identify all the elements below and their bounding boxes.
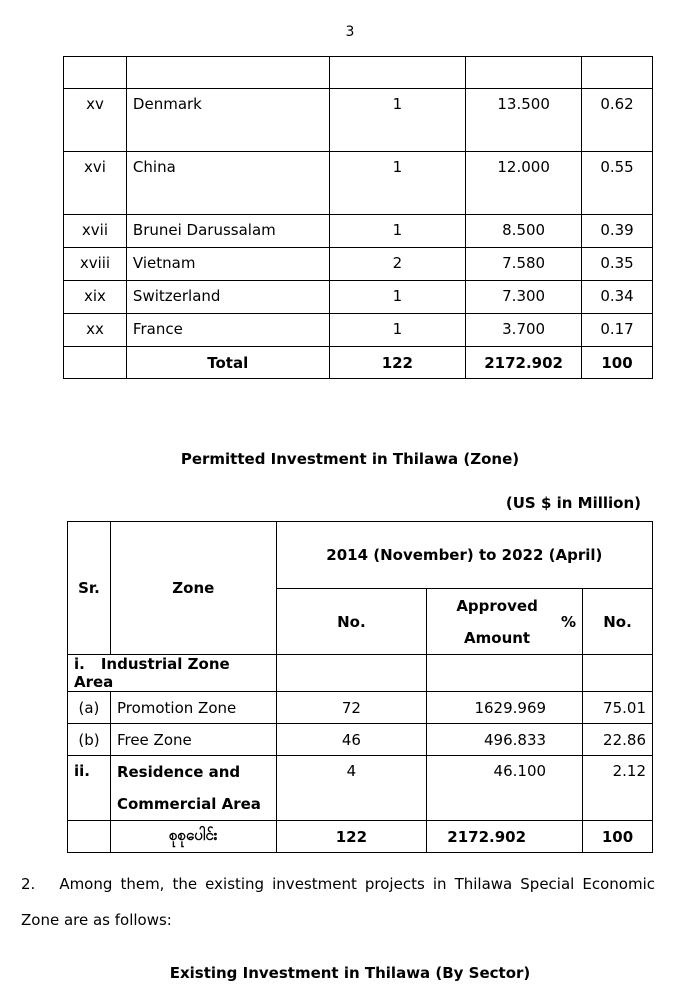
country-investment-table bbox=[63, 56, 653, 379]
total-row bbox=[64, 347, 653, 379]
header-no: No. bbox=[276, 589, 426, 655]
row-amount bbox=[466, 57, 582, 89]
row-percent: 22.86 bbox=[583, 724, 653, 756]
table-row bbox=[64, 57, 653, 89]
row-serial: xix bbox=[64, 281, 127, 314]
row-serial: xviii bbox=[64, 248, 127, 281]
row-amount: 12.000 bbox=[466, 152, 582, 215]
header-sr: Sr. bbox=[68, 522, 111, 655]
total-label: Total bbox=[126, 347, 329, 379]
zone-investment-table bbox=[67, 521, 653, 853]
group-residence-amount: 46.100 bbox=[427, 756, 583, 821]
row-serial: xv bbox=[64, 89, 127, 152]
row-no: 46 bbox=[276, 724, 426, 756]
row-percent: 0.34 bbox=[582, 281, 653, 314]
page-number: 3 bbox=[345, 24, 355, 40]
zone-total-no: 122 bbox=[276, 821, 426, 853]
zone-total-row bbox=[68, 821, 653, 853]
table-row bbox=[64, 314, 653, 347]
row-percent: 0.35 bbox=[582, 248, 653, 281]
group-residence-label bbox=[110, 756, 276, 821]
header-period: 2014 (November) to 2022 (April) bbox=[276, 522, 652, 589]
row-country bbox=[126, 57, 329, 89]
row-zone: Free Zone bbox=[110, 724, 276, 756]
paragraph-number: 2. bbox=[21, 875, 36, 893]
table-row bbox=[68, 692, 653, 724]
existing-investment-heading: Existing Investment in Thilawa (By Sector) bbox=[169, 964, 531, 982]
row-country: Brunei Darussalam bbox=[126, 215, 329, 248]
zone-total-amount: 2172.902 bbox=[427, 821, 583, 853]
table-row bbox=[64, 281, 653, 314]
header-percent: % bbox=[561, 612, 577, 631]
row-count: 2 bbox=[329, 248, 466, 281]
row-percent: 75.01 bbox=[583, 692, 653, 724]
group-residence-percent: 2.12 bbox=[583, 756, 653, 821]
group-row-residence bbox=[68, 756, 653, 821]
group-row-industrial bbox=[68, 655, 653, 692]
group-residence-line1: Residence and bbox=[116, 763, 241, 781]
header-row bbox=[68, 522, 653, 589]
row-percent: 0.17 bbox=[582, 314, 653, 347]
units-label: (US $ in Million) bbox=[505, 494, 641, 512]
row-percent: 0.39 bbox=[582, 215, 653, 248]
row-amount: 8.500 bbox=[466, 215, 582, 248]
table-row bbox=[64, 248, 653, 281]
table-row bbox=[64, 89, 653, 152]
row-percent: 0.55 bbox=[582, 152, 653, 215]
total-amount: 2172.902 bbox=[466, 347, 582, 379]
zone-total-label: စုစုပေါင်း bbox=[110, 821, 276, 853]
header-approved: Approved bbox=[456, 596, 538, 615]
paragraph-text: Among them, the existing investment projects in Thilawa Special Economic Zone are as follows: bbox=[21, 875, 655, 929]
row-percent: 0.62 bbox=[582, 89, 653, 152]
row-serial: xvii bbox=[64, 215, 127, 248]
total-count: 122 bbox=[329, 347, 466, 379]
row-country: China bbox=[126, 152, 329, 215]
row-zone: Promotion Zone bbox=[110, 692, 276, 724]
group-industrial-sr: i. bbox=[74, 655, 85, 673]
header-zone: Zone bbox=[110, 522, 276, 655]
header-no-2: No. bbox=[583, 589, 653, 655]
row-country: Denmark bbox=[126, 89, 329, 152]
group-industrial-name: Industrial Zone Area bbox=[74, 655, 230, 691]
table-row bbox=[68, 724, 653, 756]
row-count: 1 bbox=[329, 152, 466, 215]
row-amount: 13.500 bbox=[466, 89, 582, 152]
row-country: Switzerland bbox=[126, 281, 329, 314]
row-count: 1 bbox=[329, 89, 466, 152]
row-serial: (a) bbox=[68, 692, 111, 724]
row-amount: 496.833 bbox=[427, 724, 583, 756]
total-percent: 100 bbox=[582, 347, 653, 379]
row-count: 1 bbox=[329, 281, 466, 314]
row-amount: 1629.969 bbox=[427, 692, 583, 724]
row-count bbox=[329, 57, 466, 89]
row-amount: 3.700 bbox=[466, 314, 582, 347]
group-industrial-label bbox=[68, 655, 277, 692]
row-amount: 7.300 bbox=[466, 281, 582, 314]
group-residence-no: 4 bbox=[276, 756, 426, 821]
header-amount: Amount bbox=[464, 628, 531, 647]
row-no: 72 bbox=[276, 692, 426, 724]
row-amount: 7.580 bbox=[466, 248, 582, 281]
zone-section-title: Permitted Investment in Thilawa (Zone) bbox=[180, 450, 520, 468]
zone-total-percent: 100 bbox=[583, 821, 653, 853]
group-residence-sr: ii. bbox=[68, 756, 111, 821]
group-residence-line2: Commercial Area bbox=[116, 795, 261, 813]
row-serial: xvi bbox=[64, 152, 127, 215]
header-approved-amount bbox=[427, 589, 583, 655]
paragraph bbox=[21, 866, 655, 938]
table-row bbox=[64, 152, 653, 215]
row-serial bbox=[64, 57, 127, 89]
row-country: France bbox=[126, 314, 329, 347]
row-serial: (b) bbox=[68, 724, 111, 756]
row-count: 1 bbox=[329, 314, 466, 347]
row-percent bbox=[582, 57, 653, 89]
row-country: Vietnam bbox=[126, 248, 329, 281]
row-count: 1 bbox=[329, 215, 466, 248]
table-row bbox=[64, 215, 653, 248]
row-serial: xx bbox=[64, 314, 127, 347]
